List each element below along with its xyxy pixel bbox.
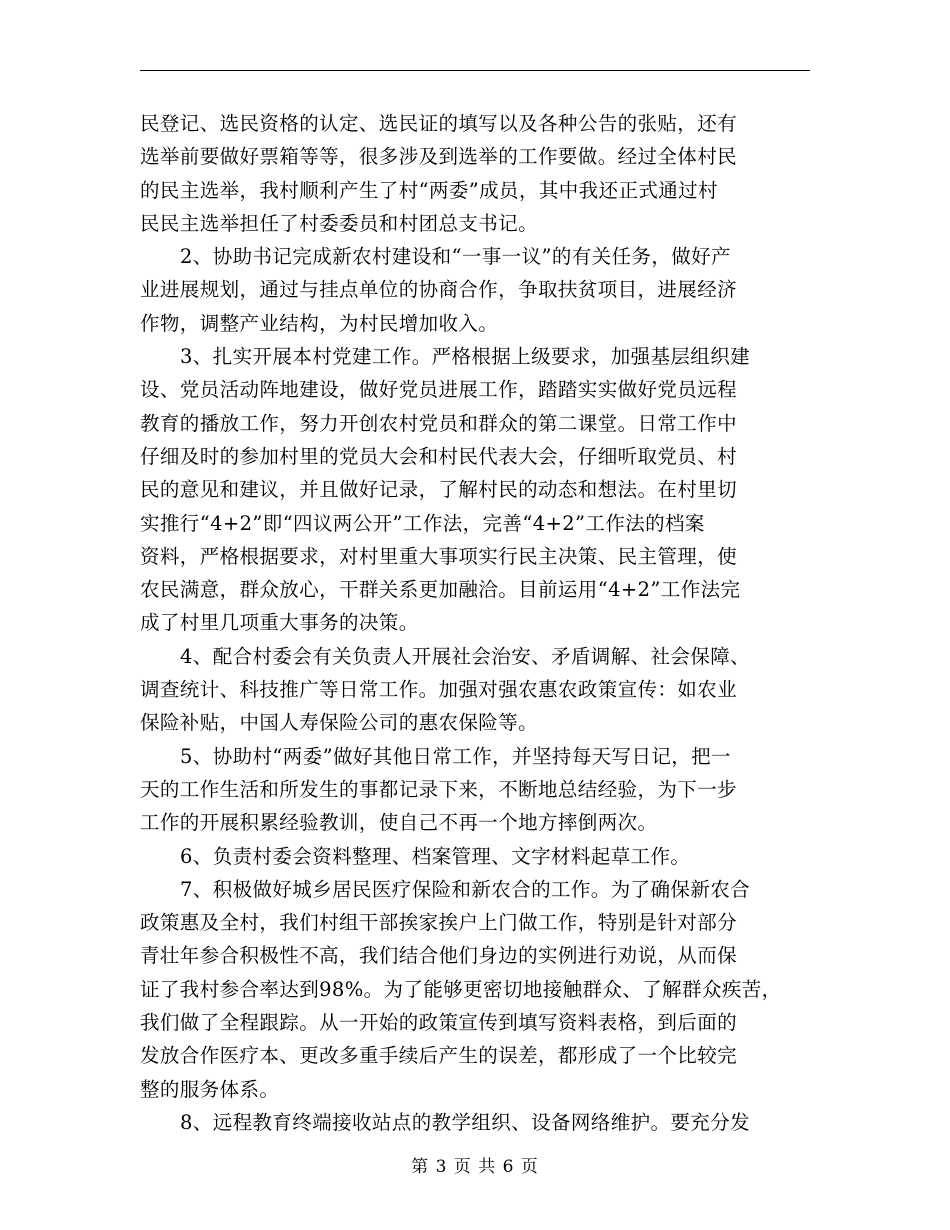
text-line: 的民主选举，我村顺利产生了村“两委”成员，其中我还正式通过村	[140, 178, 718, 202]
page-footer: 第 3 页 共 6 页	[411, 1157, 539, 1177]
text-line: 8、远程教育终端接收站点的教学组织、设备网络维护。要充分发	[180, 1110, 751, 1134]
text-line: 作物，调整产业结构，为村民增加收入。	[140, 311, 499, 335]
text-line: 3、扎实开展本村党建工作。严格根据上级要求，加强基层组织建	[180, 345, 751, 369]
text-line: 政策惠及全村，我们村组干部挨家挨户上门做工作，特别是针对部分	[140, 911, 738, 935]
text-line: 发放合作医疗本、更改多重手续后产生的误差，都形成了一个比较完	[140, 1044, 738, 1068]
text-line: 2、协助书记完成新农村建设和“一事一议”的有关任务，做好产	[180, 245, 731, 269]
text-line: 证了我村参合率达到98%。为了能够更密切地接触群众、了解群众疾苦，	[140, 977, 782, 1001]
text-line: 农民满意，群众放心，干群关系更加融洽。目前运用“4+2”工作法完	[140, 578, 741, 602]
text-line: 设、党员活动阵地建设，做好党员进展工作，踏踏实实做好党员远程	[140, 378, 738, 402]
text-line: 天的工作生活和所发生的事都记录下来，不断地总结经验，为下一步	[140, 777, 738, 801]
text-line: 整的服务体系。	[140, 1077, 280, 1101]
text-line: 5、协助村“两委”做好其他日常工作，并坚持每天写日记，把一	[180, 744, 731, 768]
text-line: 工作的开展积累经验教训，使自己不再一个地方摔倒两次。	[140, 811, 658, 835]
text-line: 成了村里几项重大事务的决策。	[140, 611, 419, 635]
text-line: 民的意见和建议，并且做好记录，了解村民的动态和想法。在村里切	[140, 478, 738, 502]
text-line: 选举前要做好票箱等等，很多涉及到选举的工作要做。经过全体村民	[140, 145, 738, 169]
text-line: 6、负责村委会资料整理、档案管理、文字材料起草工作。	[180, 844, 691, 868]
text-line: 仔细及时的参加村里的党员大会和村民代表大会，仔细听取党员、村	[140, 444, 738, 468]
text-line: 我们做了全程跟踪。从一开始的政策宣传到填写资料表格，到后面的	[140, 1011, 738, 1035]
text-line: 实推行“4+2”即“四议两公开”工作法，完善“4+2”工作法的档案	[140, 511, 705, 535]
header-rule	[140, 70, 810, 71]
text-line: 4、配合村委会有关负责人开展社会治安、矛盾调解、社会保障、	[180, 644, 751, 668]
text-line: 调查统计、科技推广等日常工作。加强对强农惠农政策宣传：如农业	[140, 678, 738, 702]
text-line: 教育的播放工作，努力开创农村党员和群众的第二课堂。日常工作中	[140, 411, 738, 435]
document-body	[140, 107, 820, 1139]
text-line: 7、积极做好城乡居民医疗保险和新农合的工作。为了确保新农合	[180, 877, 751, 901]
text-line: 保险补贴，中国人寿保险公司的惠农保险等。	[140, 711, 539, 735]
text-line: 业进展规划，通过与挂点单位的协商合作，争取扶贫项目，进展经济	[140, 278, 738, 302]
text-line: 民民主选举担任了村委委员和村团总支书记。	[140, 211, 539, 235]
text-line: 民登记、选民资格的认定、选民证的填写以及各种公告的张贴，还有	[140, 112, 738, 135]
text-line: 资料，严格根据要求，对村里重大事项实行民主决策、民主管理，使	[140, 544, 738, 568]
text-line: 青壮年参合积极性不高，我们结合他们身边的实例进行劝说，从而保	[140, 944, 738, 968]
